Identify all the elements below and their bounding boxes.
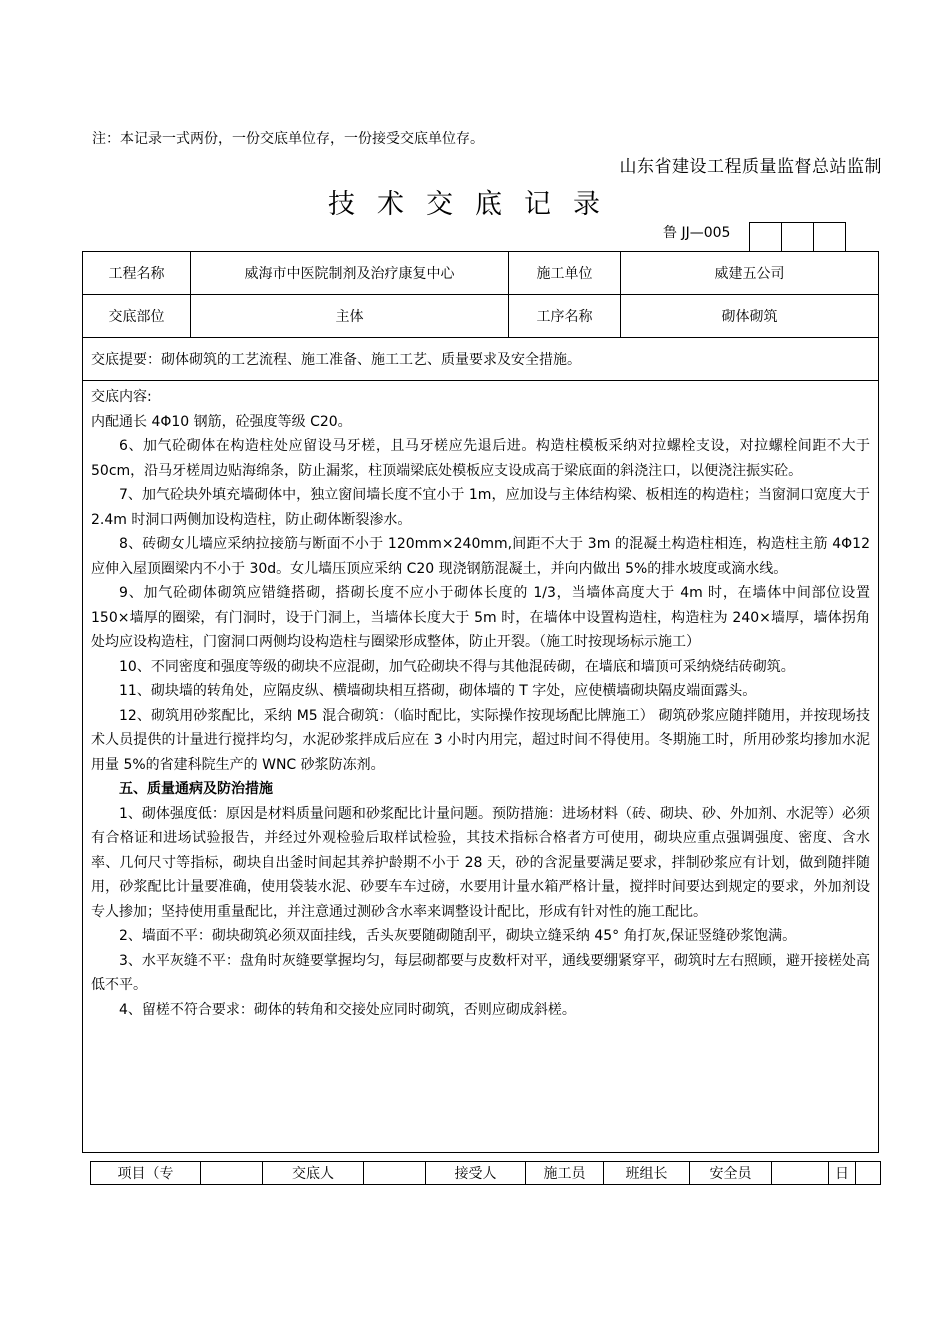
paragraph: 11、砌块墙的转角处，应隔皮纵、横墙砌块相互搭砌，砌体墙的 T 字处，应使横墙砌块隔皮端面露头。 (119, 683, 757, 699)
code-box (781, 222, 814, 252)
paragraph: 内配通长 4Φ10 钢筋，砼强度等级 C20。 (91, 413, 352, 430)
builder-label: 施工员 (526, 1162, 604, 1184)
code-box (749, 222, 782, 252)
paragraph: 3、水平灰缝不平：盘角时灰缝要掌握均匀，每层砌都要与皮数杆对平，通线要绷紧穿平，砌筑时左右照顾，避开接槎处高低不平。 (91, 952, 870, 993)
paragraph: 8、砖砌女儿墙应采纳拉接筋与断面不小于 120mm×240mm,间距不大于 3m 的混凝土构造柱相连，构造柱主筋 4Φ12 应伸入屋顶圈梁内不小于 30d。女儿墙压顶应采纳 C20 现浇钢筋混凝土，并向内做出 5%的排水坡度或滴水线。 (91, 536, 870, 577)
part-value: 主体 (191, 295, 509, 337)
paragraph: 9、加气砼砌体砌筑应错缝搭砌，搭砌长度不应小于砌体长度的 1/3，当墙体高度大于 4m 时，在墙体中间部位设置 150×墙厚的圈梁，有门洞时，设于门洞上，当墙体长度大于 5m 时，在墙体中设置构造柱，构造柱为 240×墙厚，墙体拐角处均应设构造柱，门窗洞口两侧均设构造柱与圈梁形成整体，防止开裂。（施工时按现场标示施工） (91, 585, 870, 650)
content-body (83, 381, 878, 1152)
form-code: 鲁 JJ—005 (663, 225, 731, 241)
record-note: 注：本记录一式两份，一份交底单位存，一份接受交底单位存。 (92, 131, 484, 147)
paragraph: 10、不同密度和强度等级的砌块不应混砌，加气砼砌块不得与其他混砖砌，在墙底和墙顶可采纳烧结砖砌筑。 (119, 658, 795, 675)
paragraph: 6、加气砼砌体在构造柱处应留设马牙槎，且马牙槎应先退后进。构造柱模板采纳对拉螺栓支设，对拉螺栓间距不大于 50cm，沿马牙槎周边贴海绵条，防止漏浆，柱顶端梁底处模板应支设成高于梁底面的斜浇注口，以便浇注振实砼。 (91, 438, 870, 479)
project-name-value: 威海市中医院制剂及治疗康复中心 (191, 252, 509, 294)
project-name-label: 工程名称 (83, 252, 191, 294)
table-row (83, 252, 878, 295)
date-cell (856, 1162, 880, 1184)
project-cell (201, 1162, 263, 1184)
code-box (813, 222, 846, 252)
part-label: 交底部位 (83, 295, 191, 337)
table-row (83, 295, 878, 338)
team-leader-label: 班组长 (604, 1162, 690, 1184)
content-label: 交底内容: (91, 389, 152, 405)
process-value: 砌体砌筑 (721, 309, 778, 325)
discloser-cell (364, 1162, 426, 1184)
date-label: 日 (829, 1162, 856, 1184)
safety-officer-label: 安全员 (690, 1162, 772, 1184)
process-label: 工序名称 (509, 295, 621, 337)
paragraph: 12、砌筑用砂浆配比，采纳 M5 混合砌筑：（临时配比，实际操作按现场配比牌施工） 砌筑砂浆应随拌随用，并按现场技术人员提供的计量进行搅拌均匀，水泥砂浆拌成后应在 3 小时内用完，超过时间不得使用。冬期施工时，所用砂浆均掺加水泥用量 5%的省建科院生产的 WNC 砂浆防冻剂。 (91, 707, 870, 773)
section-heading: 五、质量通病及防治措施 (119, 781, 273, 797)
receiver-label: 接受人 (426, 1162, 526, 1184)
paragraph: 2、墙面不平：砌块砌筑必须双面挂线，舌头灰要随砌随刮平，砌块立缝采纳 45° 角打灰,保证竖缝砂浆饱满。 (119, 928, 797, 944)
discloser-label: 交底人 (263, 1162, 364, 1184)
record-table (82, 251, 879, 1153)
page-title: 技术交底记录 (328, 189, 622, 220)
paragraph: 4、留槎不符合要求：砌体的转角和交接处应同时砌筑，否则应砌成斜槎。 (119, 1001, 576, 1018)
paragraph: 1、砌体强度低：原因是材料质量问题和砂浆配比计量问题。预防措施：进场材料（砖、砌块、砂、外加剂、水泥等）必须有合格证和进场试验报告，并经过外观检验后取样试检验，其技术指标合格者方可使用，砌块应重点强调强度、密度、含水率、几何尺寸等指标，砌块自出釜时间起其养护龄期不小于 28 天，砂的含泥量要满足要求，拌制砂浆应有计划，做到随拌随用，砂浆配比计量要准确，使用袋装水泥、砂要车车过磅，水要用计量水箱严格计量，搅拌时间要达到规定的要求，外加剂设专人掺加；坚持使用重量配比，并注意通过测砂含水率来调整设计配比，形成有针对性的施工配比。 (91, 805, 870, 920)
contractor-value: 威建五公司 (714, 266, 785, 282)
code-boxes (750, 222, 846, 252)
safety-cell (772, 1162, 829, 1184)
supervisor-label: 山东省建设工程质量监督总站监制 (619, 157, 882, 177)
project-label: 项目（专 (91, 1162, 201, 1184)
signature-row (90, 1161, 881, 1185)
paragraph: 7、加气砼块外填充墙砌体中，独立窗间墙长度不宜小于 1m，应加设与主体结构梁、板相连的构造柱；当窗洞口宽度大于 2.4m 时洞口两侧加设构造柱，防止砌体断裂渗水。 (91, 487, 870, 528)
summary: 交底提要：砌体砌筑的工艺流程、施工准备、施工工艺、质量要求及安全措施。 (83, 338, 878, 381)
contractor-label: 施工单位 (509, 252, 621, 294)
